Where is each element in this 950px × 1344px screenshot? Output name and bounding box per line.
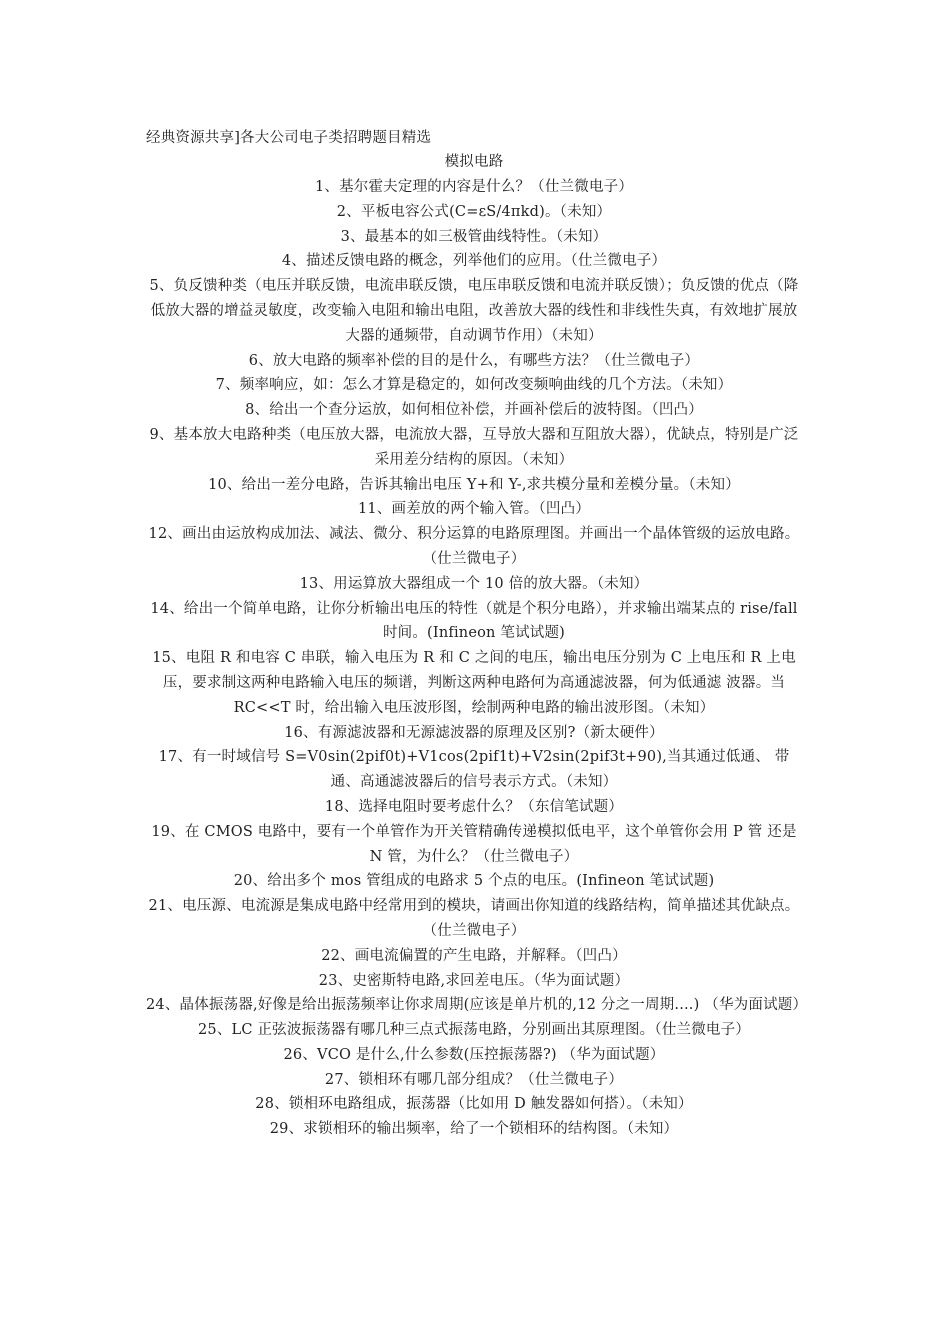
question-item: 23、史密斯特电路,求回差电压。（华为面试题） bbox=[318, 972, 630, 989]
question-item: 4、描述反馈电路的概念，列举他们的应用。（仕兰微电子） bbox=[281, 253, 667, 270]
question-item: 26、VCO 是什么,什么参数(压控振荡器?) （华为面试题） bbox=[283, 1046, 665, 1063]
document-title: 经典资源共享]各大公司电子类招聘题目精选 bbox=[146, 130, 432, 146]
question-item: 27、锁相环有哪几部分组成？（仕兰微电子） bbox=[324, 1071, 624, 1088]
question-item: 2、平板电容公式(C=εS/4πkd)。（未知） bbox=[336, 203, 612, 220]
question-item: 12、画出由运放构成加法、减法、微分、积分运算的电路原理图。并画出一个晶体管级的运放电路。（仕兰微电子） bbox=[148, 526, 800, 567]
question-item: 24、晶体振荡器,好像是给出振荡频率让你求周期(应该是单片机的,12 分之一周期....) （华为面试题） bbox=[146, 997, 808, 1014]
question-item: 16、有源滤波器和无源滤波器的原理及区别?（新太硬件） bbox=[284, 724, 664, 741]
section-title: 模拟电路 bbox=[444, 154, 504, 170]
question-item: 25、LC 正弦波振荡器有哪几种三点式振荡电路，分别画出其原理图。（仕兰微电子） bbox=[197, 1022, 751, 1039]
question-item: 5、负反馈种类（电压并联反馈，电流串联反馈，电压串联反馈和电流并联反馈）；负反馈的优点（降低放大器的增益灵敏度，改变输入电阻和输出电阻，改善放大器的线性和非线性失真，有效地扩展放大器的通频带，自动调节作用）（未知） bbox=[149, 278, 799, 344]
question-item: 14、给出一个简单电路，让你分析输出电压的特性（就是个积分电路），并求输出端某点的 rise/fall 时间。(Infineon 笔试试题) bbox=[150, 600, 798, 642]
question-item: 13、用运算放大器组成一个 10 倍的放大器。（未知） bbox=[299, 575, 649, 592]
question-item: 15、电阻 R 和电容 C 串联，输入电压为 R 和 C 之间的电压，输出电压分别为 C 上电压和 R 上电 压，要求制这两种电路输入电压的频谱，判断这两种电路何为高通滤波器，何为低通滤 波器。当 RC<<T 时，给出输入电压波形图，绘制两种电路的输出波形图。（未知） bbox=[152, 650, 796, 716]
question-item: 19、在 CMOS 电路中，要有一个单管作为开关管精确传递模拟低电平，这个单管你会用 P 管 还是 N 管，为什么？（仕兰微电子） bbox=[151, 823, 797, 865]
question-item: 20、给出多个 mos 管组成的电路求 5 个点的电压。(Infineon 笔试试题) bbox=[233, 873, 715, 890]
question-item: 29、求锁相环的输出频率，给了一个锁相环的结构图。（未知） bbox=[269, 1121, 679, 1138]
document-page bbox=[146, 126, 808, 1142]
question-list bbox=[146, 175, 808, 1142]
question-item: 8、给出一个查分运放，如何相位补偿，并画补偿后的波特图。（凹凸） bbox=[245, 402, 703, 419]
question-item: 3、最基本的如三极管曲线特性。（未知） bbox=[340, 228, 608, 245]
question-item: 7、频率响应，如：怎么才算是稳定的，如何改变频响曲线的几个方法。（未知） bbox=[215, 377, 733, 394]
question-item: 1、基尔霍夫定理的内容是什么？（仕兰微电子） bbox=[314, 179, 634, 195]
question-item: 18、选择电阻时要考虑什么？（东信笔试题） bbox=[324, 798, 624, 815]
question-item: 11、画差放的两个输入管。（凹凸） bbox=[357, 501, 591, 518]
question-item: 21、电压源、电流源是集成电路中经常用到的模块，请画出你知道的线路结构，简单描述其优缺点。（仕兰微电子） bbox=[148, 898, 800, 939]
question-item: 22、画电流偏置的产生电路，并解释。（凹凸） bbox=[321, 947, 627, 964]
question-item: 17、有一时域信号 S=V0sin(2pif0t)+V1cos(2pif1t)+V2sin(2pif3t+90),当其通过低通、 带通、高通滤波器后的信号表示方式。（未知） bbox=[158, 749, 790, 791]
question-item: 9、基本放大电路种类（电压放大器，电流放大器，互导放大器和互阻放大器），优缺点，特别是广泛采用差分结构的原因。（未知） bbox=[149, 426, 799, 468]
question-item: 10、给出一差分电路，告诉其输出电压 Y+和 Y-,求共模分量和差模分量。（未知） bbox=[208, 476, 740, 493]
question-item: 28、锁相环电路组成，振荡器（比如用 D 触发器如何搭）。（未知） bbox=[255, 1096, 693, 1113]
question-item: 6、放大电路的频率补偿的目的是什么，有哪些方法？（仕兰微电子） bbox=[248, 352, 700, 369]
